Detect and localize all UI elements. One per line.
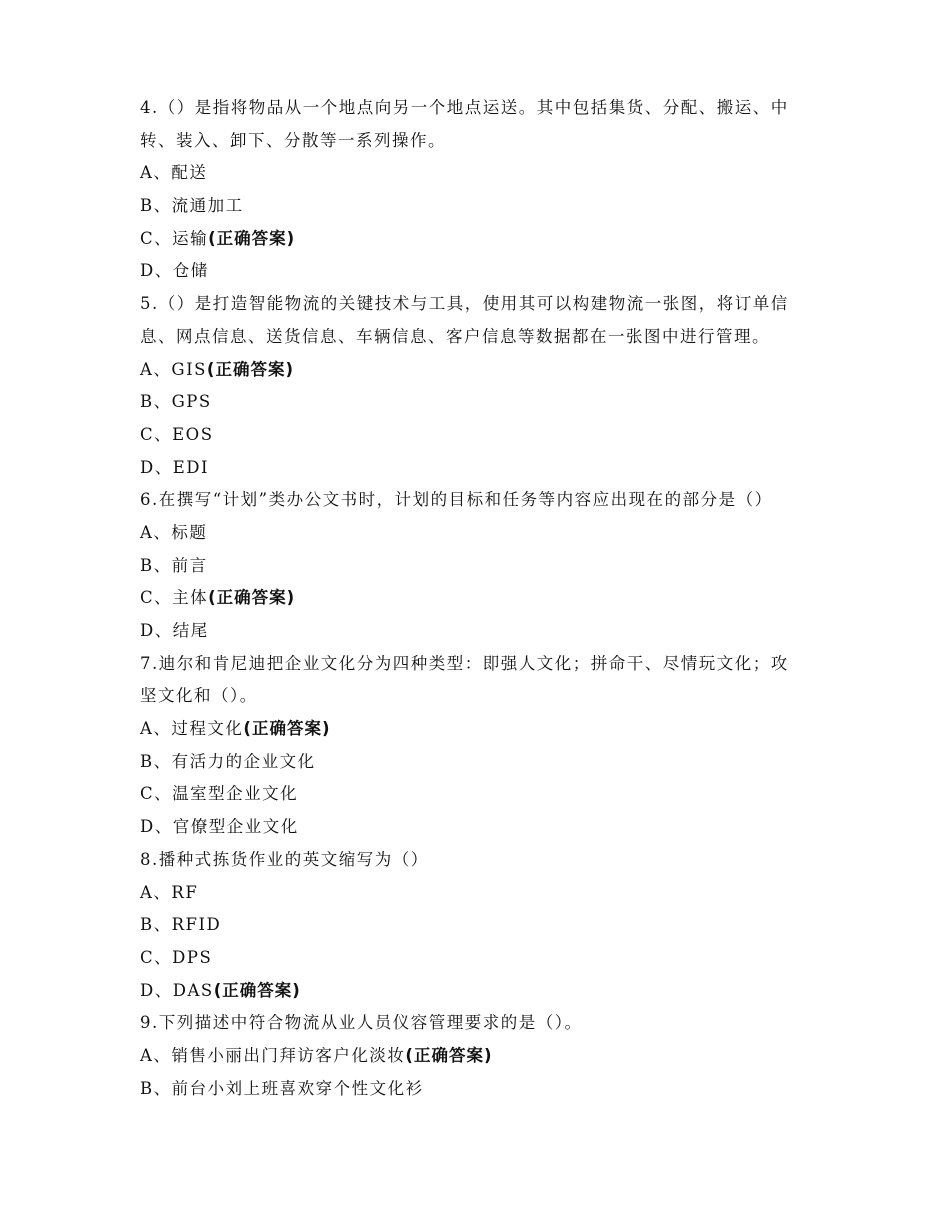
option-item	[140, 811, 830, 844]
option-text: B、流通加工	[140, 196, 244, 216]
option-item	[140, 223, 830, 256]
correct-answer-mark: (正确答案)	[208, 228, 296, 248]
question-text: 6.在撰写“计划”类办公文书时，计划的目标和任务等内容应出现在的部分是（）	[140, 490, 773, 510]
question-block	[140, 844, 830, 1007]
option-item	[140, 877, 830, 910]
option-text: D、EDI	[140, 457, 210, 477]
option-item	[140, 255, 830, 288]
option-text: A、销售小丽出门拜访客户化淡妆	[140, 1045, 406, 1065]
option-text: D、结尾	[140, 621, 209, 640]
correct-answer-mark: (正确答案)	[213, 980, 301, 1000]
option-text: A、GIS	[140, 359, 207, 379]
correct-answer-mark: (正确答案)	[243, 719, 331, 739]
question-text: 息、网点信息、送货信息、车辆信息、客户信息等数据都在一张图中进行管理。	[140, 326, 770, 346]
question-block	[140, 288, 830, 484]
option-text: A、过程文化	[140, 719, 244, 739]
option-item	[140, 615, 830, 648]
option-item	[140, 190, 830, 223]
option-text: C、运输	[140, 228, 209, 248]
option-item	[140, 386, 830, 419]
document-page	[140, 92, 830, 1105]
option-text: B、GPS	[140, 392, 212, 412]
correct-answer-mark: (正确答案)	[208, 588, 296, 608]
option-text: C、DPS	[140, 947, 213, 967]
option-item	[140, 746, 830, 779]
option-item	[140, 582, 830, 615]
option-text: A、标题	[140, 522, 208, 542]
question-block	[140, 92, 830, 288]
option-item	[140, 550, 830, 583]
question-text: 7.迪尔和肯尼迪把企业文化分为四种类型：即强人文化；拼命干、尽情玩文化；攻	[140, 653, 789, 673]
correct-answer-mark: (正确答案)	[206, 359, 295, 379]
question-text: 坚文化和（）。	[140, 686, 258, 706]
option-text: B、RFID	[140, 915, 222, 935]
option-item	[140, 1040, 830, 1073]
question-text: 9.下列描述中符合物流从业人员仪容管理要求的是（）。	[140, 1013, 583, 1033]
option-text: D、官僚型企业文化	[140, 817, 299, 837]
option-item	[140, 942, 830, 975]
correct-answer-mark: (正确答案)	[405, 1045, 493, 1065]
option-text: A、RF	[140, 882, 199, 902]
question-text: 4.（）是指将物品从一个地点向另一个地点运送。其中包括集货、分配、搬运、中	[140, 98, 789, 117]
option-text: C、主体	[140, 588, 209, 608]
option-item	[140, 713, 830, 746]
option-text: B、有活力的企业文化	[140, 751, 316, 771]
option-item	[140, 354, 830, 387]
option-item	[140, 909, 830, 942]
option-item	[140, 452, 830, 485]
option-item	[140, 157, 830, 190]
option-text: B、前言	[140, 555, 208, 575]
option-text: B、前台小刘上班喜欢穿个性文化衫	[140, 1078, 424, 1098]
option-text: D、DAS	[140, 980, 214, 1000]
question-list	[140, 92, 830, 1105]
question-block	[140, 648, 830, 844]
option-text: C、EOS	[140, 424, 214, 444]
option-item	[140, 517, 830, 550]
option-item	[140, 778, 830, 811]
question-text: 转、装入、卸下、分散等一系列操作。	[140, 130, 446, 150]
option-text: C、温室型企业文化	[140, 784, 299, 804]
option-text: A、配送	[140, 163, 208, 183]
question-block	[140, 484, 830, 647]
option-item	[140, 419, 830, 452]
question-text: 8.播种式拣货作业的英文缩写为（）	[140, 849, 429, 869]
option-text: D、仓储	[140, 261, 209, 281]
question-text: 5.（）是打造智能物流的关键技术与工具，使用其可以构建物流一张图，将订单信	[140, 294, 789, 314]
option-item	[140, 1073, 830, 1106]
option-item	[140, 975, 830, 1008]
question-block	[140, 1007, 830, 1105]
